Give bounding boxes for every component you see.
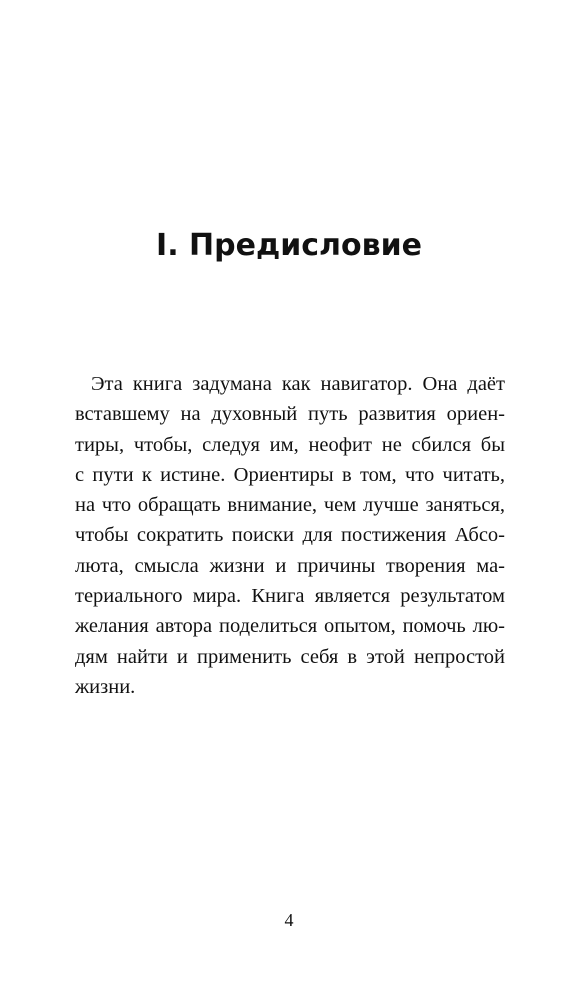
paragraph-line: Эта книга задумана как навигатор. Она даёт	[91, 373, 505, 395]
paragraph-line: люта, смысла жизни и причины творения ма-	[75, 554, 505, 577]
paragraph-line: на что обращать внимание, чем лучше заняться,	[75, 494, 505, 517]
paragraph-line: тиры, чтобы, следуя им, неофит не сбился бы	[75, 433, 505, 456]
paragraph-line: чтобы сократить поиски для постижения Абсо-	[75, 524, 505, 547]
page-number: 4	[284, 910, 294, 930]
paragraph-line: дям найти и применить себя в этой непростой	[75, 645, 505, 668]
chapter-title: I. Предисловие	[156, 228, 422, 263]
paragraph-line: жизни.	[75, 675, 136, 698]
paragraph-line: желания автора поделиться опытом, помочь лю-	[75, 615, 505, 638]
paragraph-line: териального мира. Книга является результатом	[75, 585, 505, 608]
paragraph-line: с пути к истине. Ориентиры в том, что читать,	[75, 463, 505, 486]
paragraph-line: вставшему на духовный путь развития ориен-	[75, 403, 505, 426]
preface-paragraph	[75, 369, 505, 702]
